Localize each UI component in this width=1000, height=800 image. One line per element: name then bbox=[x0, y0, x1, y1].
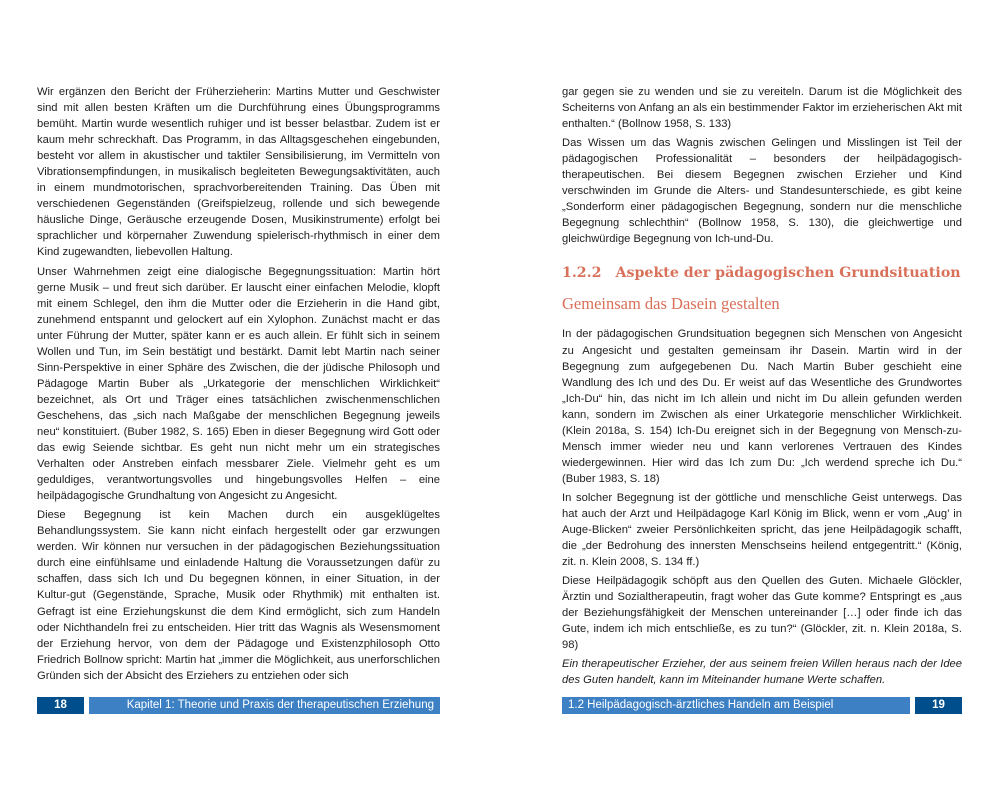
right-body-paragraph-3: Diese Heilpädagogik schöpft aus den Quellen des Guten. Michaele Glöckler, Ärztin und Sozialtherapeutin, fragt woher das Gute komme? Entspringt es „aus der Beziehungsfähigkeit der Menschen untereinander […] oder finde ich das Gute, indem ich mich entschließe, es zu tun?“ (Glöckler, zit. n. Klein 2018a, S. 98) bbox=[562, 575, 962, 652]
right-page-number: 19 bbox=[915, 697, 962, 714]
subsection-heading: Gemeinsam das Dasein gestalten bbox=[562, 294, 780, 314]
right-page bbox=[500, 0, 1000, 800]
left-paragraph-3: Diese Begegnung ist kein Machen durch ein ausgeklügeltes Behandlungssystem. Sie kann nicht einfach hergestellt oder gar erzwungen werden. Wir können nur versuchen in der pädagogischen Beziehungssituation durch eine einfühlsame und einladende Haltung die Voraussetzungen dafür zu schaffen, dass sich Ich und Du begegnen können, in einer Situation, in der Kultur-gut (Gegenstände, Sprache, Musik oder Rhythmik) mit enthalten ist. Gefragt ist eine Erziehungskunst die dem Kind ermöglicht, sich zum Handeln oder Nichthandeln frei zu entscheiden. Hier tritt das Wagnis als Wesensmoment der Erziehung hervor, von dem der Pädagoge und Existenzphilosoph Otto Friedrich Bollnow spricht: Martin hat „immer die Möglichkeit, aus unerforschlichen Gründen sich der Absicht des Erziehers zu entziehen oder sich bbox=[37, 509, 440, 682]
left-paragraph-2: Unser Wahrnehmen zeigt eine dialogische Begegnungssituation: Martin hört gerne Musik – und freut sich darüber. Er lauscht einer einfachen Melodie, klopft mit einem Schlegel, den ihm die Mutter oder die Erzieherin in die Hand gibt, zunehmend entspannt und gelockert auf ein Xylophon. Zunächst macht er das unter Führung der Mutter, später kann er es auch allein. Er fühlt sich in seinem Wollen und Tun, im Sein bestätigt und bestärkt. Damit lebt Martin nach seiner Sinn-Perspektive in einer Sphäre des Zwischen, die der jüdische Philosoph und Pädagoge Martin Buber als „Urkategorie der menschlichen Wirklichkeit“ bezeichnet, als Ort und Träger eines tatsächlichen zwischenmenschlichen Geschehens, das „sich nach Maßgabe der menschlichen Begegnung jeweils neu“ konstituiert. (Buber 1982, S. 165) Eben in dieser Begegnung wird Gott oder das ewig Seiende sichtbar. Es geht nun nicht mehr um ein strategisches Verhalten oder Anstreben einfach messbarer Ziele. Vielmehr geht es um geduldiges, verantwortungsvolles und hingebungsvolles Helfen – eine heilpädagogische Grundhaltung von Angesicht zu Angesicht. bbox=[37, 265, 440, 503]
right-body-paragraph-2: In solcher Begegnung ist der göttliche und menschliche Geist unterwegs. Das hat auch der Arzt und Heilpädagoge Karl König im Blick, wenn er vom „Aug’ in Auge-Blicken“ zweier Persönlichkeiten spricht, das jene Heilpädagogik schafft, die „der Bedrohung des innersten Menschseins heilend entgegentritt.“ (König, zit. n. Klein 2008, S. 134 ff.) bbox=[562, 491, 962, 569]
right-intro-paragraph-1: gar gegen sie zu wenden und sie zu vereiteln. Darum ist die Möglichkeit des Scheiterns von Anfang an als ein bestimmender Faktor im erzieherischen Akt mit enthalten.“ (Bollnow 1958, S. 133) bbox=[562, 86, 962, 131]
section-number: 1.2.2 bbox=[562, 265, 602, 282]
section-title: Aspekte der pädagogischen Grundsituation bbox=[615, 265, 961, 282]
left-paragraph-1: Wir ergänzen den Bericht der Früherzieherin: Martins Mutter und Geschwister sind mit allen besten Kräften um die Durchführung eines Übungsprogramms bemüht. Martin wurde wesentlich ruhiger und ist besser belastbar. Zudem ist er kaum mehr schreckhaft. Das Programm, in das Alltagsgeschehen eingebunden, besteht vor allem in akustischer und taktiler Sensibilisierung, im Vermitteln von Vibrationsempfindungen, in musikalisch begleiteten Bewegungsaktivitäten, auch in einem mundmotorischen, sprachvorbereitenden Training. Das Üben mit verschiedenen Gegenständen (Greifspielzeug, rollende und sich bewegende häusliche Dinge, Geräusche erzeugende Dosen, Musikinstrumente) erfolgt bei sprachlicher und körpernaher Zuwendung spielerisch-rhythmisch in einer dem Kind zugewandten, liebevollen Haltung. bbox=[37, 86, 440, 259]
right-body-paragraph-1: In der pädagogischen Grundsituation begegnen sich Menschen von Angesicht zu Angesicht und gestalten gemeinsam ihr Dasein. Martin wird in der Begegnung zum aufgegebenen Du. Nach Martin Buber geschieht eine Wandlung des Ich und des Du. Er weist auf das Wesentliche des Grundwortes „Ich-Du“ hin, das nicht im Ich allein und nicht im Du allein gefunden werden kann, sondern im Zwischen als einer Urkategorie menschlicher Wirklichkeit. (Klein 2018a, S. 154) Ich-Du ereignet sich in der Begegnung von Mensch-zu-Mensch immer wieder neu und kann verlorenes Vertrauen des Kindes wiedergewinnen. Hier wird das Ich zum Du: „Ich werdend spreche ich Du.“ (Buber 1983, S. 18) bbox=[562, 328, 962, 485]
left-page-text-column bbox=[37, 84, 440, 687]
section-heading bbox=[562, 264, 962, 282]
left-running-title: Kapitel 1: Theorie und Praxis der therapeutischen Erziehung bbox=[89, 697, 440, 714]
italic-summary-note: Ein therapeutischer Erzieher, der aus seinem freien Willen heraus nach der Idee des Guten handelt, kann im Miteinander humane Werte schaffen. bbox=[562, 658, 962, 687]
left-page-number: 18 bbox=[37, 697, 84, 714]
right-intro-paragraph-2: Das Wissen um das Wagnis zwischen Gelingen und Misslingen ist Teil der pädagogischen Professionalität – besonders der heilpädagogisch-therapeutischen. Bei diesem Begegnen zwischen Erzieher und Kind verschwinden im Grunde die Alters- und Standesunterschiede, es gibt keine „Sonderform einer pädagogischen Begegnung, sondern nur die menschliche Begegnung schlechthin“ (Bollnow 1958, S. 130), die gleichwertige und gleichwürdige Begegnung von Ich-und-Du. bbox=[562, 137, 962, 246]
right-running-title: 1.2 Heilpädagogisch-ärztliches Handeln am Beispiel bbox=[562, 697, 910, 714]
right-page-text-column bbox=[562, 84, 962, 692]
